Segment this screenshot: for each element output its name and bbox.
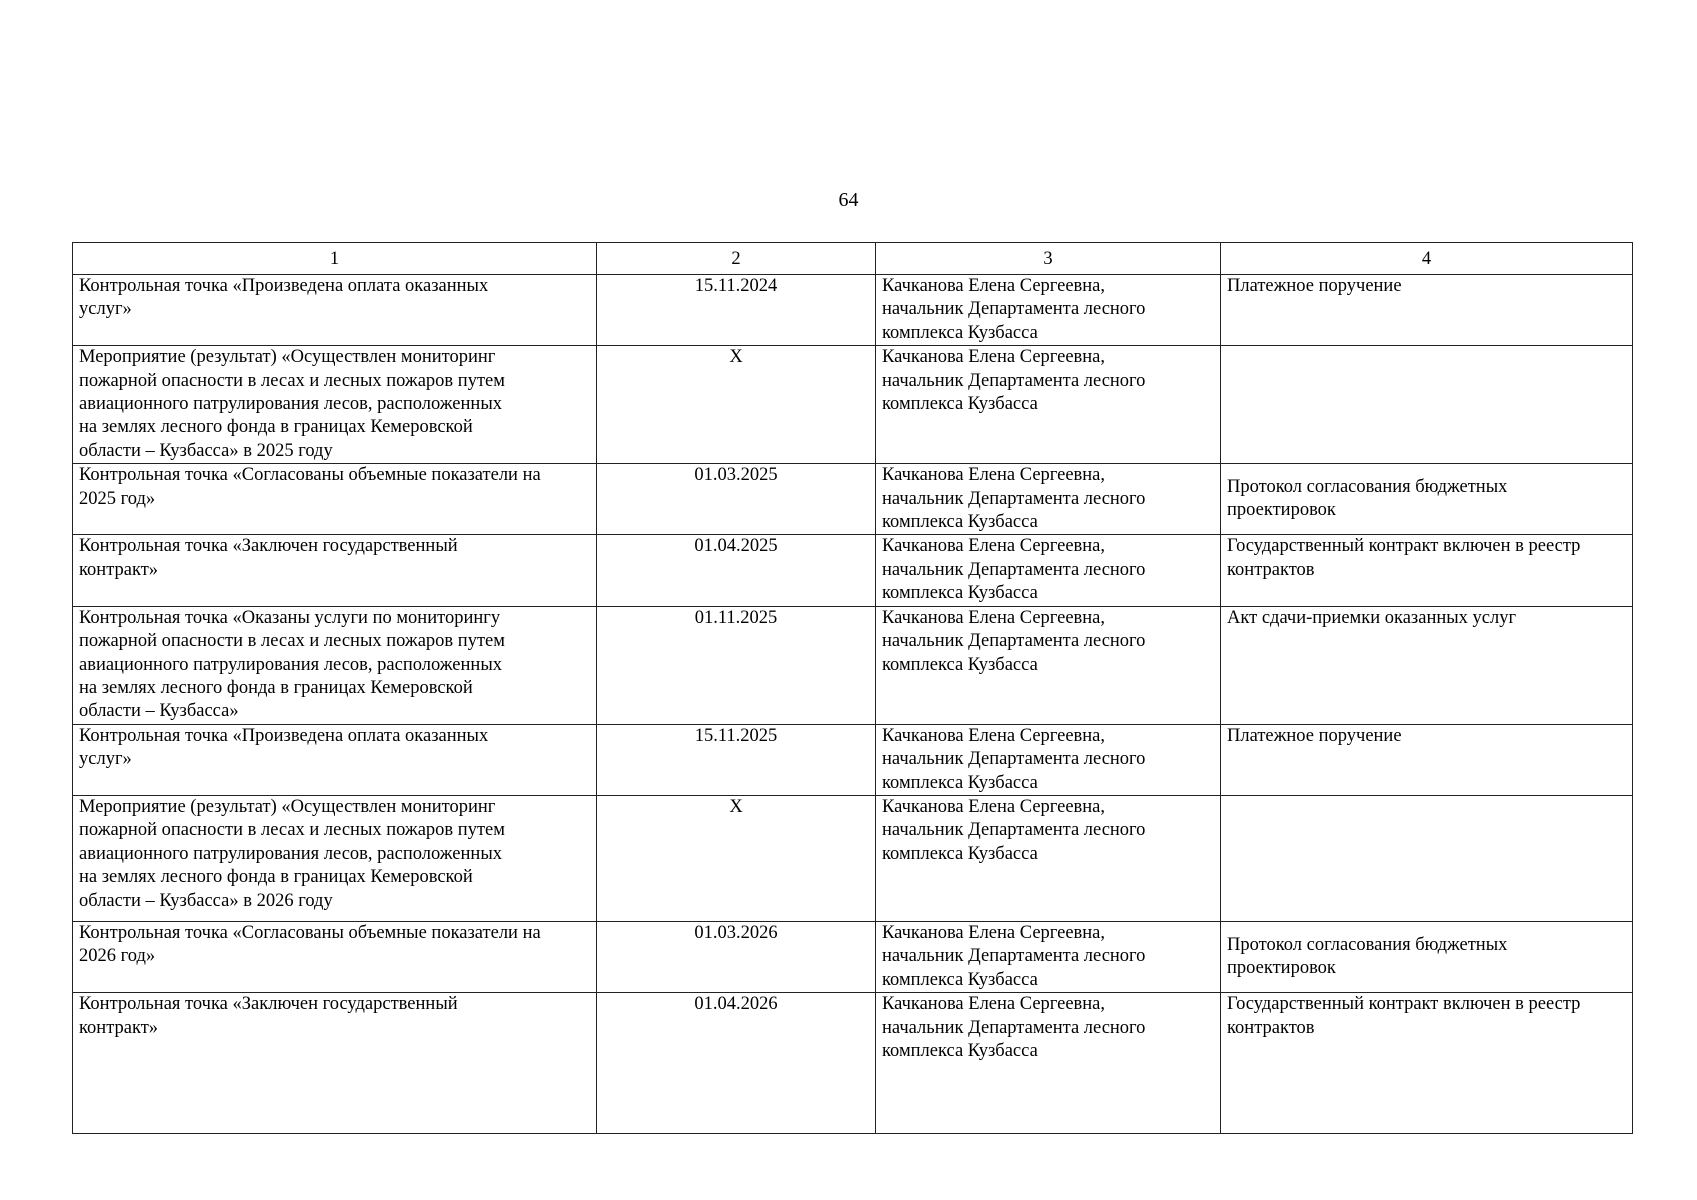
document-text: Платежное поручение — [1227, 276, 1402, 296]
cell-date: X — [597, 795, 876, 921]
name-text: Мероприятие (результат) «Осуществлен мониторинг пожарной опасности в лесах и лесных пожаров путем авиационного патрулирования лесов, расположенных на землях лесного фонда в границах Кемеровской области – Кузбасса» в 2026 году — [79, 796, 505, 911]
responsible-text: Качканова Елена Сергеевна, начальник Департамента лесного комплекса Кузбасса — [882, 796, 1146, 864]
cell-document — [1221, 275, 1633, 346]
name-text: Контрольная точка «Произведена оплата оказанных услуг» — [79, 276, 489, 320]
cell-document — [1221, 464, 1633, 535]
name-text: Контрольная точка «Произведена оплата оказанных услуг» — [79, 725, 489, 770]
cell-name — [73, 275, 597, 346]
cell-document — [1221, 606, 1633, 724]
table-row — [73, 464, 1633, 535]
column-header-1: 1 — [73, 243, 597, 275]
table-row — [73, 275, 1633, 346]
document-text: Государственный контракт включен в реестр контрактов — [1227, 994, 1581, 1038]
cell-document — [1221, 921, 1633, 992]
cell-name — [73, 535, 597, 606]
cell-date: 01.04.2026 — [597, 993, 876, 1134]
responsible-text: Качканова Елена Сергеевна, начальник Департамента лесного комплекса Кузбасса — [882, 276, 1146, 343]
responsible-text: Качканова Елена Сергеевна, начальник Департамента лесного комплекса Кузбасса — [882, 347, 1146, 415]
column-header-3: 3 — [876, 243, 1221, 275]
cell-document — [1221, 724, 1633, 795]
document-text: Государственный контракт включен в реестр контрактов — [1227, 536, 1581, 580]
cell-name — [73, 993, 597, 1134]
cell-responsible — [876, 993, 1221, 1134]
control-points-table — [72, 242, 1633, 1134]
cell-date: X — [597, 346, 876, 464]
table-row — [73, 346, 1633, 464]
table-row — [73, 795, 1633, 921]
cell-date: 01.03.2026 — [597, 921, 876, 992]
name-text: Контрольная точка «Заключен государственный контракт» — [79, 536, 458, 580]
responsible-text: Качканова Елена Сергеевна, начальник Департамента лесного комплекса Кузбасса — [882, 536, 1146, 604]
cell-document — [1221, 535, 1633, 606]
cell-date: 15.11.2025 — [597, 724, 876, 795]
cell-date: 01.03.2025 — [597, 464, 876, 535]
cell-responsible — [876, 724, 1221, 795]
cell-responsible — [876, 464, 1221, 535]
document-text: Акт сдачи-приемки оказанных услуг — [1227, 607, 1517, 628]
table-row — [73, 921, 1633, 992]
name-text: Контрольная точка «Заключен государственный контракт» — [79, 994, 458, 1038]
cell-responsible — [876, 275, 1221, 346]
responsible-text: Качканова Елена Сергеевна, начальник Департамента лесного комплекса Кузбасса — [882, 725, 1146, 793]
responsible-text: Качканова Елена Сергеевна, начальник Департамента лесного комплекса Кузбасса — [882, 922, 1146, 990]
name-text: Контрольная точка «Оказаны услуги по мониторингу пожарной опасности в лесах и лесных пожаров путем авиационного патрулирования лесов, расположенных на землях лесного фонда в границах Кемеровской области – Кузбасса» — [79, 607, 505, 722]
document-text: Протокол согласования бюджетных проектировок — [1227, 476, 1508, 521]
responsible-text: Качканова Елена Сергеевна, начальник Департамента лесного комплекса Кузбасса — [882, 465, 1146, 533]
table-row — [73, 606, 1633, 724]
cell-responsible — [876, 346, 1221, 464]
cell-responsible — [876, 795, 1221, 921]
cell-date: 01.04.2025 — [597, 535, 876, 606]
cell-name — [73, 606, 597, 724]
cell-name — [73, 724, 597, 795]
cell-date: 01.11.2025 — [597, 606, 876, 724]
table-row — [73, 724, 1633, 795]
cell-date: 15.11.2024 — [597, 275, 876, 346]
responsible-text: Качканова Елена Сергеевна, начальник Департамента лесного комплекса Кузбасса — [882, 994, 1146, 1061]
table-header-row — [73, 243, 1633, 275]
table-row — [73, 993, 1633, 1134]
column-header-2: 2 — [597, 243, 876, 275]
column-header-4: 4 — [1221, 243, 1633, 275]
cell-name — [73, 346, 597, 464]
cell-name — [73, 464, 597, 535]
name-text: Контрольная точка «Согласованы объемные показатели на 2026 год» — [79, 922, 541, 967]
name-text: Мероприятие (результат) «Осуществлен мониторинг пожарной опасности в лесах и лесных пожаров путем авиационного патрулирования лесов, расположенных на землях лесного фонда в границах Кемеровской области – Кузбасса» в 2025 году — [79, 347, 505, 461]
cell-document — [1221, 993, 1633, 1134]
cell-document — [1221, 346, 1633, 464]
responsible-text: Качканова Елена Сергеевна, начальник Департамента лесного комплекса Кузбасса — [882, 607, 1146, 675]
cell-name — [73, 795, 597, 921]
cell-responsible — [876, 921, 1221, 992]
cell-responsible — [876, 535, 1221, 606]
name-text: Контрольная точка «Согласованы объемные показатели на 2025 год» — [79, 465, 541, 509]
page-number: 64 — [838, 189, 859, 211]
table-row — [73, 535, 1633, 606]
cell-name — [73, 921, 597, 992]
cell-document — [1221, 795, 1633, 921]
document-text: Платежное поручение — [1227, 725, 1402, 746]
document-text: Протокол согласования бюджетных проектировок — [1227, 934, 1508, 979]
cell-responsible — [876, 606, 1221, 724]
